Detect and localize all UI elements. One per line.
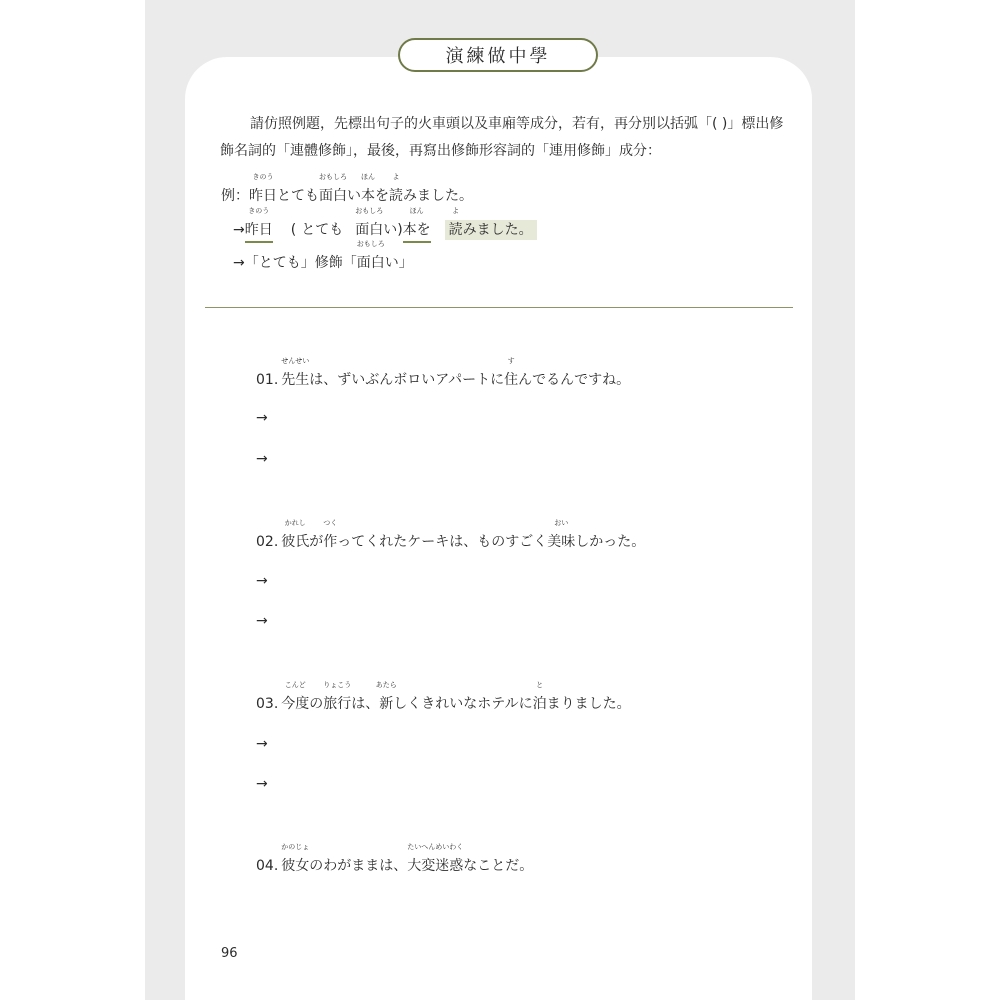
- ruby-word: と 泊: [532, 681, 547, 712]
- ruby-word: おもしろ 面白: [319, 173, 347, 204]
- section-divider: [205, 307, 793, 308]
- page-number: 96: [221, 946, 238, 961]
- answer-arrow-icon: →: [256, 410, 268, 426]
- instruction-text: 請仿照例題，先標出句子的火車頭以及車廂等成分，若有，再分別以括弧「( )」標出修飾名詞的「連體修飾」，最後，再寫出修飾形容詞的「連用修飾」成分：: [220, 116, 784, 159]
- answer-arrow-icon: →: [256, 451, 268, 467]
- answer-arrow-icon: →: [256, 613, 268, 629]
- ruby-word: す 住: [504, 357, 519, 388]
- arrow-icon: →: [233, 222, 245, 238]
- ruby-word: つく 作: [323, 519, 338, 550]
- ruby-word: りょこう 旅行: [323, 681, 352, 712]
- arrow-icon: →: [233, 255, 245, 271]
- exercise-01: 01. せんせい 先生は、ずいぶんボロいアパートに す 住んでるんですね。: [256, 357, 631, 388]
- exercise-number: 03.: [256, 696, 279, 712]
- ruby-word: おい 美味: [547, 519, 576, 550]
- ruby-word: おもしろ 面白: [355, 207, 384, 238]
- example-line-1: 例： きのう 昨日とても おもしろ 面白い ほん 本を よ 読みました。: [221, 173, 473, 204]
- ruby-word: よ 読: [389, 173, 403, 204]
- exercise-04: 04. かのじょ 彼女のわがままは、 たいへんめいわく 大変迷惑なことだ。: [256, 843, 534, 874]
- answer-arrow-icon: →: [256, 736, 268, 752]
- answer-arrow-icon: →: [256, 776, 268, 792]
- ruby-word: かのじょ 彼女: [281, 843, 310, 874]
- exercise-02: 02. かれし 彼氏が つく 作ってくれたケーキは、ものすごく おい 美味しかった。: [256, 519, 646, 550]
- exercise-number: 02.: [256, 534, 279, 550]
- example-label: 例：: [221, 188, 249, 204]
- exercise-number: 01.: [256, 372, 279, 388]
- subject-underlined: きのう 昨日: [245, 220, 273, 243]
- ruby-word: こんど 今度: [281, 681, 310, 712]
- ruby-word: かれし 彼氏: [281, 519, 310, 550]
- ruby-word: おもしろ 面白: [356, 240, 385, 271]
- ruby-word: せんせい 先生: [281, 357, 310, 388]
- answer-arrow-icon: →: [256, 573, 268, 589]
- ruby-word: きのう 昨日: [249, 173, 277, 204]
- example-line-2: → きのう 昨日 ( とても おもしろ 面白い) ほん 本を よ 読みました。: [233, 220, 537, 243]
- object-underlined: ほん 本を: [403, 220, 431, 243]
- ruby-word: ほん 本: [361, 173, 375, 204]
- ruby-word: あたら 新: [375, 681, 397, 712]
- predicate-highlight: よ 読みました。: [445, 220, 537, 240]
- ruby-word: たいへんめいわく 大変迷惑: [407, 843, 464, 874]
- example-line-3: →「とても」修飾「 おもしろ 面白い」: [233, 240, 413, 271]
- exercise-03: 03. こんど 今度の りょこう 旅行は、 あたら 新しくきれいなホテルに と 泊まりました。: [256, 681, 631, 712]
- exercise-number: 04.: [256, 858, 279, 874]
- section-title: 演練做中學: [398, 38, 598, 72]
